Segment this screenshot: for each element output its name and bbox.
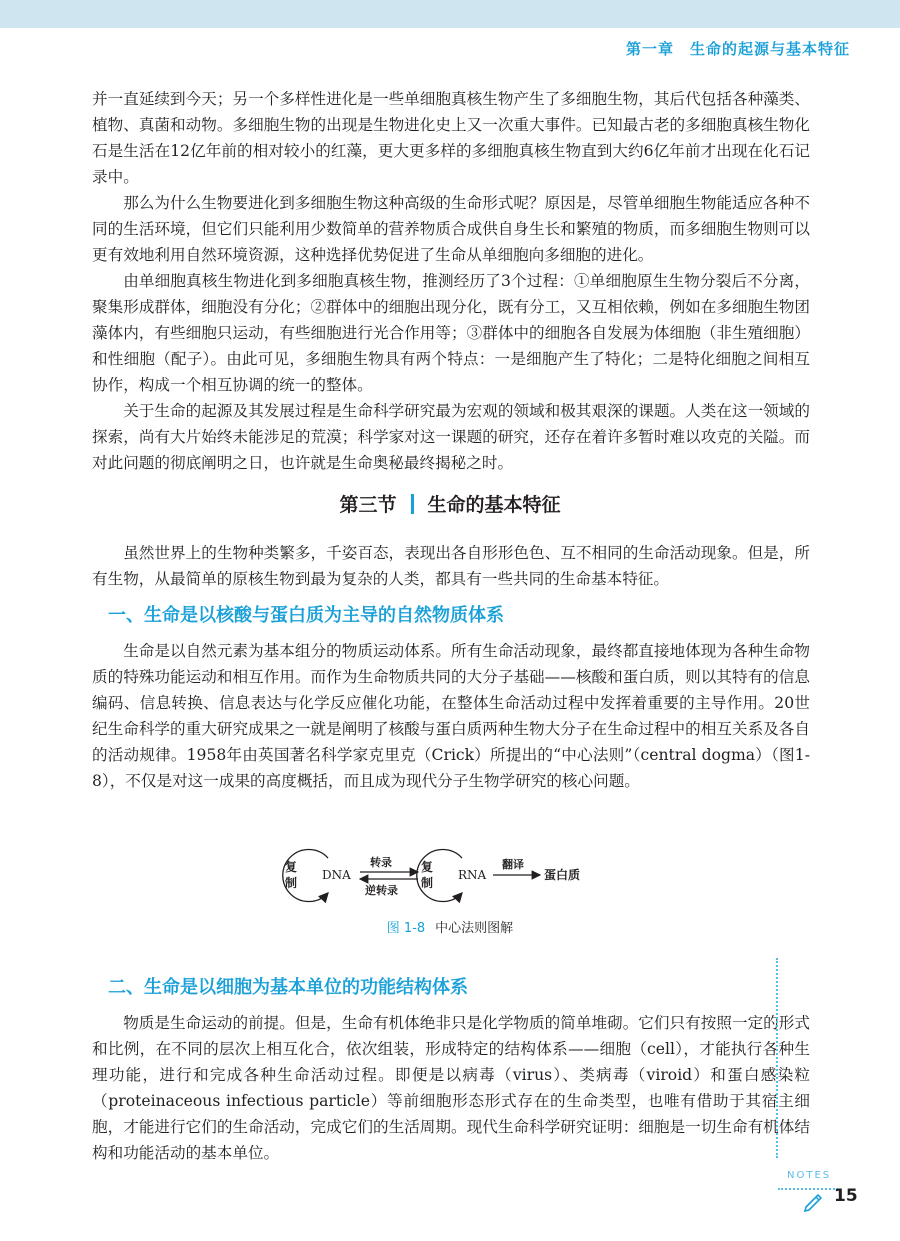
subsection-2-text-block	[92, 1010, 810, 1166]
figure-caption-text: 中心法则图解	[435, 921, 514, 936]
translation-label: 翻译	[502, 858, 524, 871]
rna-label: RNA	[458, 868, 487, 882]
section-title: 生命的基本特征	[427, 494, 561, 516]
subsection-2-heading-block	[108, 973, 826, 999]
paragraph-2: 那么为什么生物要进化到多细胞生物这种高级的生命形式呢？原因是，尽管单细胞生物能适应各种不同的生活环境，但它们只能利用少数简单的营养物质合成供自身生长和繁殖的物质，而多细胞生物则可以更有效地利用自然环境资源，这种选择优势促进了生命从单细胞向多细胞的进化。	[92, 194, 810, 264]
section-separator	[411, 494, 414, 514]
subsection-1-text: 生命是以自然元素为基本组分的物质运动体系。所有生命活动现象，最终都直接地体现为各种生命物质的特殊功能运动和相互作用。而作为生命物质共同的大分子基础——核酸和蛋白质，则以其特有的信息编码、信息转换、信息表达与化学反应催化功能，在整体生命活动过程中发挥着重要的主导作用。20世纪生命科学的重大研究成果之一就是阐明了核酸与蛋白质两种生物大分子在生命过程中的相互关系及各自的活动规律。1958年由英国著名科学家克里克（Crick）所提出的“中心法则”（central dogma）（图1-8），不仅是对这一成果的高度概括，而且成为现代分子生物学研究的核心问题。	[92, 642, 810, 790]
subsection-2-text: 物质是生命运动的前提。但是，生命有机体绝非只是化学物质的简单堆砌。它们只有按照一定的形式和比例，在不同的层次上相互化合，依次组装，形成特定的结构体系——细胞（cell），才能执行各种生理功能，进行和完成各种生命活动过程。即便是以病毒（virus）、类病毒（viroid）和蛋白感染粒（proteinaceous infectious particle）等前细胞形态形式存在的生命类型，也唯有借助于其宿主细胞，才能进行它们的生命活动，完成它们的生活周期。现代生命科学研究证明：细胞是一切生命有机体结构和功能活动的基本单位。	[92, 1014, 810, 1162]
protein-label: 蛋白质	[544, 868, 581, 882]
replicate-label-1-b: 制	[285, 876, 298, 890]
paragraph-1: 并一直延续到今天；另一个多样性进化是一些单细胞真核生物产生了多细胞生物，其后代包括各种藻类、植物、真菌和动物。多细胞生物的出现是生物进化史上又一次重大事件。已知最古老的多细胞真核生物化石是生活在12亿年前的相对较小的红藻，更大更多样的多细胞真核生物直到大约6亿年前才出现在化石记录中。	[92, 90, 810, 186]
subsection-1-heading-block	[108, 601, 826, 627]
paragraph-3: 由单细胞真核生物进化到多细胞真核生物，推测经历了3个过程：①单细胞原生生物分裂后不分离，聚集形成群体，细胞没有分化；②群体中的细胞出现分化，既有分工，又互相依赖，例如在多细胞生物团藻体内，有些细胞只运动，有些细胞进行光合作用等；③群体中的细胞各自发展为体细胞（非生殖细胞）和性细胞（配子）。由此可见，多细胞生物具有两个特点：一是细胞产生了特化；二是特化细胞之间相互协作，构成一个相互协调的统一的整体。	[92, 272, 810, 394]
paragraph-4: 关于生命的起源及其发展过程是生命科学研究最为宏观的领域和极其艰深的课题。人类在这一领域的探索，尚有大片始终未能涉足的荒漠；科学家对这一课题的研究，还存在着许多暂时难以攻克的关隘。而对此问题的彻底阐明之日，也许就是生命奥秘最终揭秘之时。	[92, 402, 810, 472]
section-number: 第三节	[339, 494, 397, 516]
subsection-2-title: 二、生命是以细胞为基本单位的功能结构体系	[108, 977, 468, 998]
replicate-label-1-a: 复	[285, 860, 298, 874]
central-dogma-diagram	[270, 838, 600, 913]
pencil-icon	[803, 1190, 825, 1212]
section-intro: 虽然世界上的生物种类繁多，千姿百态，表现出各自形形色色、互不相同的生命活动现象。但是，所有生物，从最简单的原核生物到最为复杂的人类，都具有一些共同的生命基本特征。	[92, 544, 810, 588]
page-number: 15	[834, 1186, 858, 1206]
section-intro-block	[92, 540, 810, 592]
top-text-block	[92, 86, 810, 476]
figure-caption	[0, 917, 900, 936]
notes-label: NOTES	[787, 1170, 832, 1181]
subsection-1-title: 一、生命是以核酸与蛋白质为主导的自然物质体系	[108, 605, 504, 626]
subsection-1-text-block	[92, 638, 810, 794]
header-bar	[0, 0, 900, 28]
transcription-label: 转录	[370, 856, 392, 869]
dna-label: DNA	[322, 868, 351, 882]
chapter-title: 第一章 生命的起源与基本特征	[625, 40, 850, 58]
reverse-transcription-label: 逆转录	[365, 884, 398, 897]
replicate-label-2-a: 复	[421, 860, 434, 874]
replicate-label-2-b: 制	[421, 876, 434, 890]
section-heading	[0, 490, 900, 517]
figure-number: 图 1-8	[386, 921, 426, 936]
notes-margin-line	[776, 958, 778, 1158]
